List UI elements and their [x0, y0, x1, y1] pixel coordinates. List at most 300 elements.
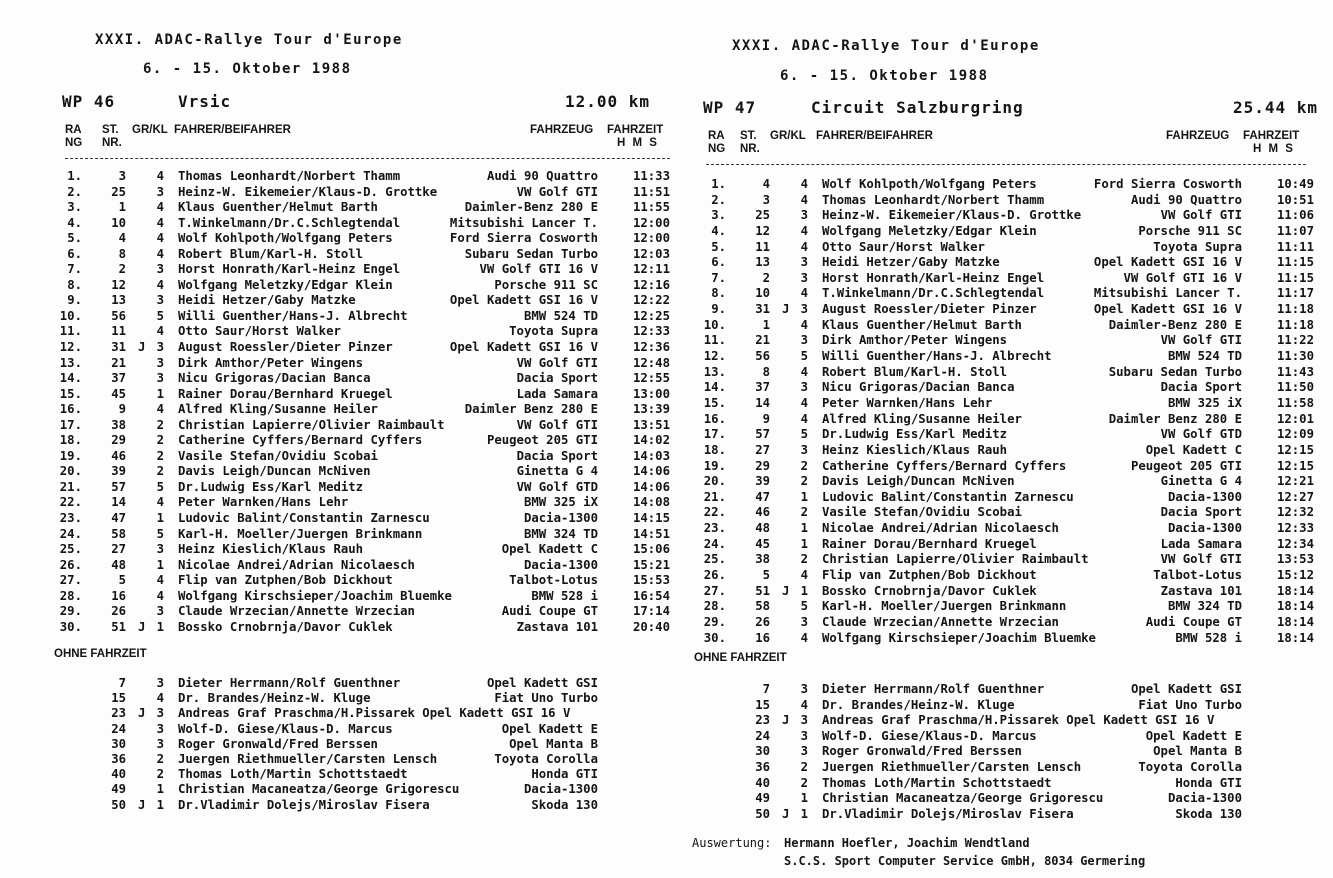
table-row: [702, 208, 1322, 224]
without-time-row: [702, 760, 1322, 776]
without-time-row: [58, 798, 678, 813]
driver-cell: Horst Honrath/Karl-Heinz Engel: [822, 270, 1045, 285]
table-row: [58, 589, 678, 605]
class-cell: 4: [800, 317, 808, 332]
time-cell: 12:33: [1276, 521, 1314, 536]
rank-cell: 9.: [711, 302, 726, 317]
class-cell: 4: [800, 239, 808, 254]
vehicle-cell: BMW 325 iX: [1167, 395, 1242, 410]
rank-cell: 18.: [703, 442, 726, 457]
driver-cell: Roger Gronwald/Fred Berssen: [822, 744, 1022, 759]
event-title: XXXI. ADAC-Rallye Tour d'Europe: [95, 32, 403, 48]
start-number-cell: 1: [118, 200, 126, 215]
time-cell: 15:12: [1276, 568, 1314, 583]
junior-flag-cell: J: [138, 706, 146, 721]
rank-cell: 22.: [703, 505, 726, 520]
driver-cell: Davis Leigh/Duncan McNiven: [822, 474, 1015, 489]
vehicle-cell: Talbot-Lotus: [509, 573, 598, 588]
header-fahrzeug: FAHRZEUG: [530, 124, 594, 136]
driver-cell: Catherine Cyffers/Bernard Cyffers: [178, 433, 423, 448]
start-number-cell: 40: [111, 767, 126, 782]
rank-cell: 29.: [59, 604, 82, 619]
start-number-cell: 50: [111, 797, 126, 812]
start-number-cell: 24: [755, 728, 770, 743]
vehicle-cell: Dacia Sport: [516, 371, 598, 386]
start-number-cell: 21: [111, 355, 126, 370]
header-grkl: GR/KL: [770, 130, 806, 142]
time-cell: 12:55: [632, 371, 670, 386]
rank-cell: 4.: [711, 223, 726, 238]
start-number-cell: 30: [755, 744, 770, 759]
class-cell: 4: [800, 192, 808, 207]
driver-cell: Otto Saur/Horst Walker: [822, 239, 985, 254]
class-cell: 4: [800, 177, 808, 191]
driver-cell: Dirk Amthor/Peter Wingens: [178, 355, 364, 370]
driver-cell: Dirk Amthor/Peter Wingens: [822, 333, 1008, 348]
vehicle-cell: Ford Sierra Cosworth: [449, 231, 598, 246]
time-cell: 20:40: [632, 619, 670, 634]
rank-cell: 6.: [711, 255, 726, 270]
table-row: [58, 604, 678, 620]
time-cell: 11:55: [632, 200, 670, 215]
rank-cell: 14.: [703, 380, 726, 395]
driver-cell: Nicu Grigoras/Dacian Banca: [178, 371, 371, 386]
vehicle-cell: VW Golf GTI: [1160, 208, 1242, 223]
header-grkl: GR/KL: [132, 124, 168, 136]
header-rang-bottom: NG: [65, 137, 83, 149]
rank-cell: 4.: [67, 215, 82, 230]
stage-id: WP 46: [62, 92, 116, 111]
class-cell: 4: [156, 324, 164, 339]
rank-cell: 20.: [59, 464, 82, 479]
class-cell: 4: [156, 691, 164, 706]
time-cell: 11:50: [1276, 380, 1314, 395]
class-cell: 1: [800, 489, 808, 504]
results-page-wp47: [672, 0, 1333, 878]
start-number-cell: 15: [111, 691, 126, 706]
start-number-cell: 3: [118, 169, 126, 183]
class-cell: 5: [800, 349, 808, 364]
start-number-cell: 29: [755, 458, 770, 473]
driver-cell: Wolf-D. Giese/Klaus-D. Marcus: [822, 728, 1037, 743]
rank-cell: 14.: [59, 371, 82, 386]
without-time-row: [702, 682, 1322, 698]
rank-cell: 17.: [703, 427, 726, 442]
footer-company: S.C.S. Sport Computer Service GmbH, 8034 Germering: [784, 854, 1146, 868]
vehicle-cell: Zastava 101: [516, 619, 598, 634]
vehicle-cell: Fiat Uno Turbo: [1138, 697, 1242, 712]
class-cell: 3: [800, 208, 808, 223]
start-number-cell: 24: [111, 721, 126, 736]
header-fahrer: FAHRER/BEIFAHRER: [174, 124, 291, 136]
table-row: [702, 599, 1322, 615]
without-time-row: [58, 722, 678, 737]
class-cell: 4: [156, 573, 164, 588]
class-cell: 4: [800, 697, 808, 712]
rank-cell: 15.: [703, 395, 726, 410]
time-cell: 12:48: [632, 355, 670, 370]
driver-cell: Otto Saur/Horst Walker: [178, 324, 341, 339]
without-time-row: [702, 791, 1322, 807]
header-hms: H M S: [617, 137, 659, 149]
start-number-cell: 57: [755, 427, 770, 442]
class-cell: 4: [800, 568, 808, 583]
driver-cell: Dr. Brandes/Heinz-W. Kluge: [178, 691, 371, 706]
vehicle-cell: Ford Sierra Cosworth: [1093, 177, 1242, 191]
time-cell: 11:22: [1276, 333, 1314, 348]
table-row: [58, 231, 678, 247]
class-cell: 4: [800, 364, 808, 379]
vehicle-cell: VW Golf GTD: [1160, 427, 1242, 442]
vehicle-cell: Audi Coupe GT: [1145, 614, 1242, 629]
stage-name: Circuit Salzburgring: [811, 98, 1024, 117]
time-cell: 12:00: [632, 215, 670, 230]
start-number-cell: 8: [118, 246, 126, 261]
time-cell: 13:53: [1276, 552, 1314, 567]
time-cell: 11:43: [1276, 364, 1314, 379]
rank-cell: 11.: [703, 333, 726, 348]
results-table: [58, 169, 678, 635]
table-row: [58, 185, 678, 201]
class-cell: 2: [156, 464, 164, 479]
time-cell: 17:14: [632, 604, 670, 619]
driver-cell: Peter Warnken/Hans Lehr: [178, 495, 349, 510]
vehicle-cell: Opel Kadett GSI: [486, 676, 598, 690]
header-st-bottom: NR.: [102, 137, 122, 149]
vehicle-cell: VW Golf GTI: [516, 417, 598, 432]
rank-cell: 13.: [59, 355, 82, 370]
table-row: [58, 558, 678, 574]
rank-cell: 7.: [711, 270, 726, 285]
class-cell: 2: [800, 775, 808, 790]
vehicle-cell: Ginetta G 4: [516, 464, 598, 479]
start-number-cell: 51: [755, 583, 770, 598]
vehicle-cell: Toyota Corolla: [494, 751, 598, 766]
class-cell: 3: [156, 355, 164, 370]
driver-cell: Claude Wrzecian/Annette Wrzecian: [178, 604, 415, 619]
rank-cell: 5.: [711, 239, 726, 254]
header-fahrzeug: FAHRZEUG: [1166, 130, 1230, 142]
driver-cell: Wolfgang Kirschsieper/Joachim Bluemke: [822, 630, 1096, 645]
table-row: [58, 356, 678, 372]
start-number-cell: 47: [111, 511, 126, 526]
class-cell: 3: [156, 371, 164, 386]
rank-cell: 29.: [703, 614, 726, 629]
time-cell: 14:03: [632, 448, 670, 463]
table-header: [708, 130, 1318, 158]
table-row: [58, 387, 678, 403]
table-row: [702, 380, 1322, 396]
rank-cell: 21.: [703, 489, 726, 504]
table-row: [702, 255, 1322, 271]
table-row: [58, 340, 678, 356]
time-cell: 11:18: [1276, 302, 1314, 317]
driver-cell: Willi Guenther/Hans-J. Albrecht: [822, 349, 1052, 364]
class-cell: 4: [156, 246, 164, 261]
driver-cell: Alfred Kling/Susanne Heiler: [178, 402, 378, 417]
table-row: [702, 615, 1322, 631]
driver-cell: Andreas Graf Praschma/H.Pissarek Opel Kadett GSI 16 V: [822, 713, 1215, 728]
rank-cell: 24.: [703, 536, 726, 551]
rank-cell: 13.: [703, 364, 726, 379]
table-row: [58, 169, 678, 185]
rank-cell: 9.: [67, 293, 82, 308]
vehicle-cell: VW Golf GTI 16 V: [479, 262, 598, 277]
driver-cell: Dieter Herrmann/Rolf Guenthner: [822, 682, 1045, 696]
vehicle-cell: Opel Manta B: [509, 736, 598, 751]
vehicle-cell: Skoda 130: [531, 797, 598, 812]
time-cell: 13:00: [632, 386, 670, 401]
driver-cell: Vasile Stefan/Ovidiu Scobai: [178, 448, 378, 463]
rank-cell: 6.: [67, 246, 82, 261]
time-cell: 16:54: [632, 588, 670, 603]
class-cell: 2: [800, 474, 808, 489]
header-rang-top: RA: [708, 130, 725, 142]
driver-cell: Christian Lapierre/Olivier Raimbault: [822, 552, 1089, 567]
rank-cell: 28.: [703, 599, 726, 614]
vehicle-cell: Dacia-1300: [523, 511, 598, 526]
driver-cell: Roger Gronwald/Fred Berssen: [178, 736, 378, 751]
start-number-cell: 13: [755, 255, 770, 270]
vehicle-cell: Opel Kadett GSI 16 V: [449, 340, 598, 355]
start-number-cell: 38: [111, 417, 126, 432]
start-number-cell: 50: [755, 806, 770, 821]
rank-cell: 8.: [711, 286, 726, 301]
table-row: [702, 552, 1322, 568]
vehicle-cell: Toyota Corolla: [1138, 759, 1242, 774]
start-number-cell: 21: [755, 333, 770, 348]
driver-cell: Dr.Vladimir Dolejs/Miroslav Fisera: [822, 806, 1074, 821]
start-number-cell: 7: [762, 682, 770, 696]
class-cell: 2: [156, 433, 164, 448]
table-row: [702, 459, 1322, 475]
time-cell: 12:27: [1276, 489, 1314, 504]
rank-cell: 3.: [711, 208, 726, 223]
table-row: [702, 631, 1322, 647]
header-rang-top: RA: [65, 124, 82, 136]
without-time-row: [702, 807, 1322, 823]
driver-cell: Flip van Zutphen/Bob Dickhout: [178, 573, 393, 588]
time-cell: 11:51: [632, 184, 670, 199]
table-row: [702, 490, 1322, 506]
rank-cell: 1.: [711, 177, 726, 191]
driver-cell: Wolfgang Kirschsieper/Joachim Bluemke: [178, 588, 452, 603]
class-cell: 4: [800, 395, 808, 410]
header-divider: [65, 158, 670, 159]
driver-cell: Heinz-W. Eikemeier/Klaus-D. Grottke: [822, 208, 1082, 223]
class-cell: 3: [156, 736, 164, 751]
rank-cell: 27.: [703, 583, 726, 598]
rank-cell: 26.: [703, 568, 726, 583]
driver-cell: August Roessler/Dieter Pinzer: [822, 302, 1037, 317]
time-cell: 18:14: [1276, 583, 1314, 598]
table-row: [58, 480, 678, 496]
vehicle-cell: Fiat Uno Turbo: [494, 691, 598, 706]
class-cell: 3: [800, 255, 808, 270]
table-row: [702, 286, 1322, 302]
vehicle-cell: Honda GTI: [1175, 775, 1242, 790]
event-dates: 6. - 15. Oktober 1988: [780, 68, 989, 84]
class-cell: 3: [156, 721, 164, 736]
driver-cell: Klaus Guenther/Helmut Barth: [178, 200, 378, 215]
time-cell: 11:33: [632, 169, 670, 183]
start-number-cell: 29: [111, 433, 126, 448]
rank-cell: 30.: [59, 619, 82, 634]
start-number-cell: 46: [755, 505, 770, 520]
start-number-cell: 58: [755, 599, 770, 614]
table-row: [58, 371, 678, 387]
rank-cell: 3.: [67, 200, 82, 215]
vehicle-cell: Lada Samara: [1160, 536, 1242, 551]
table-row: [702, 271, 1322, 287]
driver-cell: Dr.Ludwig Ess/Karl Meditz: [178, 479, 364, 494]
vehicle-cell: Opel Kadett GSI 16 V: [1093, 302, 1242, 317]
start-number-cell: 12: [755, 223, 770, 238]
class-cell: 1: [800, 791, 808, 806]
time-cell: 12:11: [632, 262, 670, 277]
vehicle-cell: Daimler-Benz 280 E: [464, 200, 598, 215]
vehicle-cell: Opel Kadett E: [1145, 728, 1242, 743]
without-time-row: [58, 691, 678, 706]
class-cell: 3: [156, 676, 164, 690]
vehicle-cell: BMW 524 TD: [523, 308, 598, 323]
time-cell: 10:49: [1276, 177, 1314, 191]
vehicle-cell: Dacia-1300: [523, 782, 598, 797]
start-number-cell: 23: [755, 713, 770, 728]
rank-cell: 23.: [703, 521, 726, 536]
header-st-top: ST.: [102, 124, 119, 136]
class-cell: 4: [156, 169, 164, 183]
driver-cell: Heinz Kieslich/Klaus Rauh: [822, 442, 1008, 457]
driver-cell: Flip van Zutphen/Bob Dickhout: [822, 568, 1037, 583]
table-row: [58, 573, 678, 589]
driver-cell: Ludovic Balint/Constantin Zarnescu: [178, 511, 430, 526]
class-cell: 3: [156, 706, 164, 721]
without-time-row: [702, 776, 1322, 792]
driver-cell: Nicolae Andrei/Adrian Nicolaesch: [822, 521, 1059, 536]
class-cell: 2: [156, 417, 164, 432]
rank-cell: 24.: [59, 526, 82, 541]
start-number-cell: 37: [111, 371, 126, 386]
rank-cell: 1.: [67, 169, 82, 183]
driver-cell: Wolf-D. Giese/Klaus-D. Marcus: [178, 721, 393, 736]
rank-cell: 8.: [67, 277, 82, 292]
vehicle-cell: Porsche 911 SC: [494, 277, 598, 292]
stage-name: Vrsic: [178, 92, 232, 111]
vehicle-cell: Toyota Supra: [1153, 239, 1242, 254]
class-cell: 4: [156, 588, 164, 603]
start-number-cell: 46: [111, 448, 126, 463]
class-cell: 3: [156, 293, 164, 308]
vehicle-cell: Dacia-1300: [1167, 521, 1242, 536]
footer-names: Hermann Hoefler, Joachim Wendtland: [784, 836, 1030, 850]
class-cell: 4: [156, 215, 164, 230]
footer-label: Auswertung:: [692, 836, 772, 850]
driver-cell: Thomas Leonhardt/Norbert Thamm: [822, 192, 1045, 207]
driver-cell: Wolfgang Meletzky/Edgar Klein: [178, 277, 393, 292]
start-number-cell: 45: [755, 536, 770, 551]
driver-cell: Heidi Hetzer/Gaby Matzke: [178, 293, 356, 308]
start-number-cell: 10: [755, 286, 770, 301]
start-number-cell: 26: [755, 614, 770, 629]
vehicle-cell: Toyota Supra: [509, 324, 598, 339]
time-cell: 11:15: [1276, 270, 1314, 285]
table-row: [702, 521, 1322, 537]
start-number-cell: 39: [111, 464, 126, 479]
table-row: [702, 412, 1322, 428]
vehicle-cell: Opel Kadett GSI 16 V: [449, 293, 598, 308]
class-cell: 3: [800, 333, 808, 348]
time-cell: 11:07: [1276, 223, 1314, 238]
class-cell: 4: [156, 495, 164, 510]
rank-cell: 16.: [59, 402, 82, 417]
without-time-row: [58, 767, 678, 782]
time-cell: 12:16: [632, 277, 670, 292]
class-cell: 3: [800, 270, 808, 285]
rank-cell: 18.: [59, 433, 82, 448]
without-time-row: [58, 752, 678, 767]
time-cell: 18:14: [1276, 599, 1314, 614]
table-row: [58, 527, 678, 543]
class-cell: 4: [156, 200, 164, 215]
class-cell: 5: [800, 427, 808, 442]
rank-cell: 27.: [59, 573, 82, 588]
start-number-cell: 5: [118, 573, 126, 588]
vehicle-cell: BMW 324 TD: [1167, 599, 1242, 614]
vehicle-cell: Audi 90 Quattro: [1130, 192, 1242, 207]
driver-cell: Heinz-W. Eikemeier/Klaus-D. Grottke: [178, 184, 438, 199]
table-row: [58, 402, 678, 418]
vehicle-cell: Daimler-Benz 280 E: [1108, 317, 1242, 332]
class-cell: 5: [800, 599, 808, 614]
time-cell: 12:21: [1276, 474, 1314, 489]
start-number-cell: 49: [755, 791, 770, 806]
results-table: [702, 177, 1322, 646]
class-cell: 4: [156, 231, 164, 246]
without-time-row: [58, 676, 678, 691]
vehicle-cell: Opel Kadett E: [501, 721, 598, 736]
time-cell: 14:06: [632, 464, 670, 479]
start-number-cell: 14: [111, 495, 126, 510]
driver-cell: Nicolae Andrei/Adrian Nicolaesch: [178, 557, 415, 572]
driver-cell: Thomas Leonhardt/Norbert Thamm: [178, 169, 401, 183]
time-cell: 11:11: [1276, 239, 1314, 254]
start-number-cell: 48: [111, 557, 126, 572]
without-time-row: [702, 698, 1322, 714]
vehicle-cell: Dacia Sport: [516, 448, 598, 463]
driver-cell: Karl-H. Moeller/Juergen Brinkmann: [178, 526, 423, 541]
without-time-row: [702, 729, 1322, 745]
class-cell: 1: [800, 806, 808, 821]
vehicle-cell: Honda GTI: [531, 767, 598, 782]
time-cell: 10:51: [1276, 192, 1314, 207]
rank-cell: 28.: [59, 588, 82, 603]
start-number-cell: 2: [118, 262, 126, 277]
start-number-cell: 11: [755, 239, 770, 254]
stage-distance: 12.00 km: [565, 92, 651, 111]
time-cell: 12:09: [1276, 427, 1314, 442]
vehicle-cell: Lada Samara: [516, 386, 598, 401]
rank-cell: 17.: [59, 417, 82, 432]
time-cell: 12:03: [632, 246, 670, 261]
junior-flag-cell: J: [782, 583, 790, 598]
without-time-row: [58, 706, 678, 721]
start-number-cell: 5: [762, 568, 770, 583]
vehicle-cell: BMW 524 TD: [1167, 349, 1242, 364]
driver-cell: August Roessler/Dieter Pinzer: [178, 340, 393, 355]
rank-cell: 2.: [67, 184, 82, 199]
driver-cell: Bossko Crnobrnja/Davor Cuklek: [822, 583, 1037, 598]
